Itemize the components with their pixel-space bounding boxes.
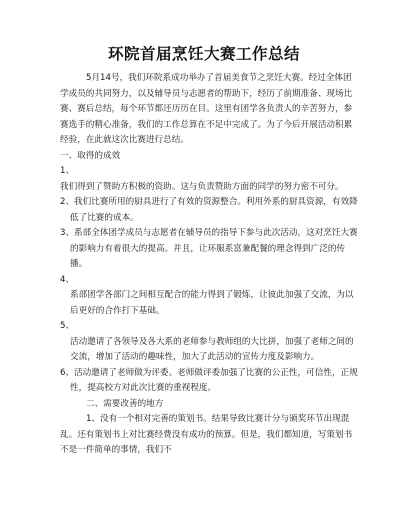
item-text-4: 系部团学各部门之间相互配合的能力得到了锻炼，让彼此加强了交流，为以后更好的合作打下基础。 (70, 290, 354, 316)
intro-paragraph: 5月14号，我们环院系成功举办了首届美食节之烹饪大赛。经过全体团学成员的共同努力，以及辅导员与志愿者的帮助下，经历了前期准备、现场比赛、赛后总结，每个环节都还历历在目。这里有团学各负责人的辛苦努力，参赛选手的精心准备，我们的工作总算在不足中完成了。为了今后开展活动积累经验，在此就这次比赛进行总结。 (60, 73, 353, 145)
item-text-5: 活动邀请了各领导及各大系的老师参与教师组的大比拼，加强了老师之间的交流，增加了活动的趣味性，加大了此活动的宣传力度及影响力。 (70, 336, 354, 362)
item-3: 3、系部全体团学成员与志愿者在辅导员的指导下参与此次活动，这对烹饪大赛的影响力有着很大的提高。并且，让环服系富兼配餐的理念得到广泛的传播。 (60, 228, 358, 269)
section-heading-improvements: 二、需要改善的地方 (86, 398, 164, 409)
item-number-1: 1、 (60, 166, 75, 176)
item-number-5: 5、 (60, 321, 75, 331)
item-6: 6、活动邀请了老师做为评委。老师做评委加强了比赛的公正性，可信性，正规性，提高校方对此次比赛的重视程度。 (60, 367, 358, 393)
item-2: 2、我们比赛所用的厨具进行了有效的资源整合。利用外系的厨具资源，有效降低了比赛的成本。 (60, 197, 358, 223)
improvement-item-1: 1、没有一个相对完善的策划书。结果导致比赛计分与颁奖环节出现混乱。还有策划书上对比赛经费没有成功的预算。但是，我们都知道，写策划书不是一件简单的事情，我们不 (60, 414, 353, 455)
document-title: 环院首届烹饪大赛工作总结 (107, 44, 300, 63)
section-heading-achievements: 一、取得的成效 (60, 150, 121, 161)
document-body (60, 71, 360, 459)
item-number-4: 4、 (60, 274, 75, 285)
item-text-1: 我们得到了赞助方积极的资助。这与负责赞助方面的同学的努力密不可分。 (60, 181, 344, 192)
